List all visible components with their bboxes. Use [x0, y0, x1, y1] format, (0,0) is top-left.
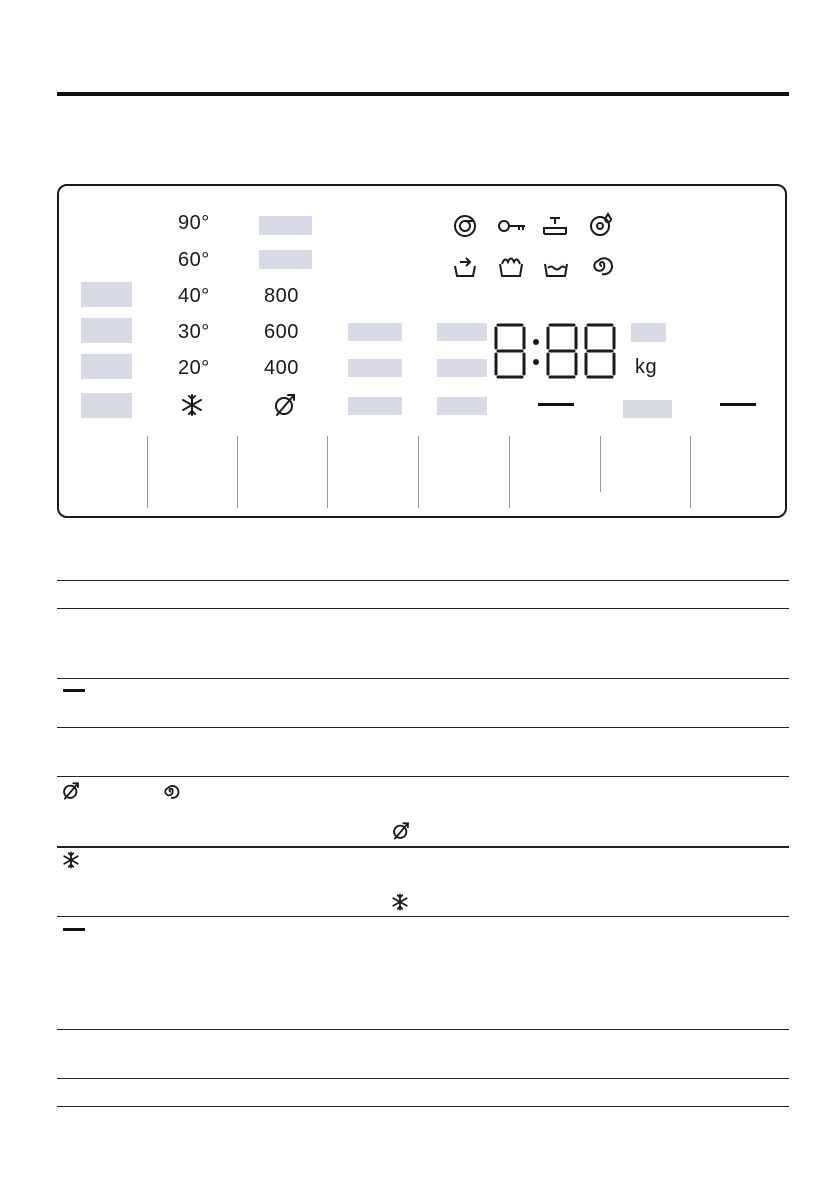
label-placeholder	[259, 250, 312, 269]
dash-icon	[63, 689, 85, 692]
spin-400: 400	[264, 357, 299, 379]
no-spin-icon	[61, 781, 81, 801]
table-rule	[57, 727, 789, 728]
button-divider	[327, 436, 328, 508]
spin-icon	[162, 781, 180, 801]
table-rule	[57, 1106, 789, 1107]
snowflake-icon	[180, 393, 204, 417]
key-icon	[497, 218, 527, 234]
label-placeholder	[81, 393, 132, 418]
temp-90: 90°	[178, 212, 210, 234]
temp-60: 60°	[178, 249, 210, 271]
temp-20: 20°	[178, 357, 210, 379]
header-rule	[57, 92, 789, 96]
label-placeholder	[631, 323, 666, 342]
label-placeholder	[81, 354, 132, 379]
rinse-icon	[542, 254, 570, 278]
label-placeholder	[81, 318, 132, 343]
table-rule	[57, 1029, 789, 1030]
spin-800: 800	[264, 285, 299, 307]
table-rule	[57, 678, 789, 679]
spin-600: 600	[264, 321, 299, 343]
no-spin-icon	[273, 392, 297, 418]
label-placeholder	[81, 282, 132, 307]
indicator-dash	[538, 403, 574, 406]
drum-clean-icon	[588, 212, 616, 238]
table-rule	[57, 1078, 789, 1079]
tap-icon	[542, 214, 570, 238]
dash-icon	[63, 928, 85, 931]
label-placeholder	[623, 400, 672, 418]
label-placeholder	[437, 323, 487, 341]
weight-unit: kg	[635, 356, 658, 378]
label-placeholder	[437, 397, 487, 415]
time-display	[492, 322, 618, 380]
button-divider	[690, 436, 691, 508]
label-placeholder	[348, 359, 402, 377]
button-divider	[237, 436, 238, 508]
label-placeholder	[348, 397, 402, 415]
table-rule	[57, 580, 789, 581]
child-lock-icon	[452, 214, 478, 238]
snowflake-icon	[391, 893, 409, 911]
prewash-icon	[452, 254, 478, 278]
label-placeholder	[437, 359, 487, 377]
label-placeholder	[348, 323, 402, 341]
table-rule	[57, 916, 789, 917]
button-divider	[600, 436, 601, 492]
button-divider	[509, 436, 510, 508]
table-rule	[57, 776, 789, 777]
wash-icon	[497, 252, 525, 278]
control-panel-diagram	[57, 184, 787, 518]
table-rule	[57, 608, 789, 609]
temp-30: 30°	[178, 321, 210, 343]
spin-icon	[590, 252, 614, 278]
label-placeholder	[259, 216, 312, 235]
temp-40: 40°	[178, 285, 210, 307]
no-spin-icon	[391, 821, 411, 841]
indicator-dash	[720, 403, 756, 406]
button-divider	[418, 436, 419, 508]
button-divider	[147, 436, 148, 508]
table-rule	[57, 846, 789, 848]
snowflake-icon	[62, 851, 80, 869]
